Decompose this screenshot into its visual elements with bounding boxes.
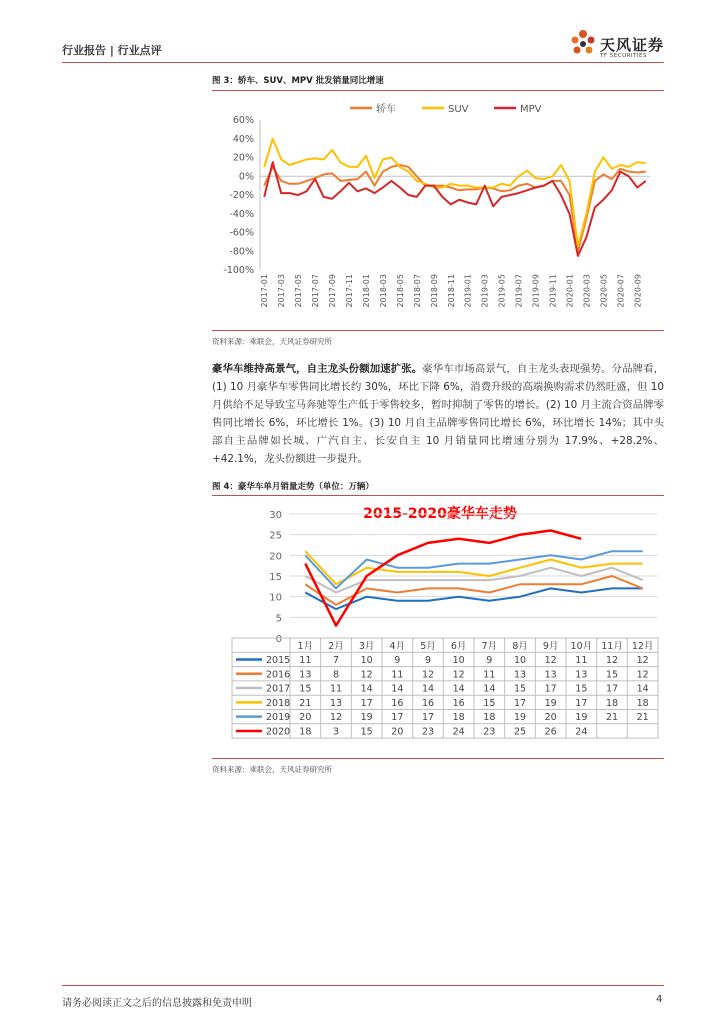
table-value: 9 [486,654,493,666]
table-value: 10 [452,654,465,666]
table-value: 9 [424,654,432,666]
y-tick-label: -40% [229,208,254,220]
table-value: 15 [513,683,527,695]
table-value: 13 [513,669,527,681]
table-value: 13 [299,669,312,681]
page-number: 4 [656,994,663,1005]
table-value: 18 [605,697,619,709]
table-value: 19 [544,697,557,709]
y-tick-label: 25 [269,530,282,542]
x-tick-label: 2019-05 [497,274,507,308]
x-tick-label: 2017-01 [260,274,270,308]
table-value: 15 [605,669,619,681]
chart-title: 2015-2020豪华车走势 [363,506,517,522]
table-value: 13 [329,697,343,709]
y-tick-label: -60% [229,227,254,239]
legend-label-1: SUV [448,104,469,115]
table-value: 12 [329,712,343,724]
table-value: 20 [391,726,404,738]
table-value: 19 [575,712,588,724]
figure3-chart [212,94,664,326]
logo-name: 天风证券 [600,36,665,54]
table-value: 16 [452,697,465,709]
x-category-label: 2月 [328,640,344,652]
table-value: 18 [483,712,496,724]
table-value: 10 [360,654,373,666]
table-value: 26 [544,726,557,738]
x-tick-label: 2020-03 [582,274,592,308]
figure4-source: 资料来源：乘联会，天风证券研究所 [212,765,332,774]
series-line-2019 [305,551,642,588]
x-category-label: 5月 [420,640,436,652]
table-value: 15 [575,683,588,695]
table-value: 25 [513,726,527,738]
table-value: 14 [636,683,649,695]
y-tick-label: 5 [275,613,282,625]
table-value: 12 [544,654,557,666]
table-value: 12 [421,669,435,681]
legend-label: 2018 [266,697,291,709]
table-value: 14 [391,683,404,695]
y-tick-label: 15 [269,572,282,583]
x-tick-label: 2018-01 [361,274,371,308]
y-tick-label: 0% [238,171,254,183]
table-value: 13 [544,669,557,681]
table-value: 17 [391,712,404,724]
y-tick-label: -20% [229,190,254,201]
table-value: 7 [332,654,340,666]
series-line-轿车 [264,165,646,251]
table-value: 11 [575,654,588,666]
x-tick-label: 2018-03 [378,274,388,308]
table-value: 11 [483,669,496,681]
x-category-label: 8月 [512,640,528,652]
legend-label: 2017 [266,683,291,695]
table-value: 11 [299,654,312,666]
legend-label-2: MPV [520,104,542,115]
x-tick-label: 2017-07 [311,274,321,308]
y-tick-label: 60% [232,115,254,126]
x-tick-label: 2020-01 [565,274,575,308]
figure3-bottom-divider [212,330,664,331]
tf-logo-icon [566,26,600,60]
footer-disclaimer: 请务必阅读正文之后的信息披露和免责申明 [62,998,252,1009]
x-category-label: 6月 [450,640,467,652]
table-value: 17 [513,697,527,709]
x-tick-label: 2018-11 [446,274,456,308]
x-category-label: 10月 [570,640,593,652]
table-value: 23 [483,726,496,738]
table-value: 12 [636,654,649,666]
figure4-title: 图 4：豪华车单月销量走势（单位：万辆） [212,482,374,492]
table-value: 19 [360,712,373,724]
table-value: 21 [299,697,312,709]
table-value: 14 [452,683,465,695]
table-value: 17 [421,712,435,724]
data-table-border [232,638,658,738]
table-value: 10 [513,654,527,666]
figure3-source: 资料来源：乘联会，天风证券研究所 [212,337,332,346]
y-tick-label: -100% [223,265,254,276]
x-tick-label: 2017-11 [345,274,355,308]
table-value: 12 [636,669,649,681]
y-tick-label: 10 [269,592,282,604]
table-value: 13 [575,669,588,681]
table-value: 17 [575,697,588,709]
table-value: 21 [636,712,649,724]
legend-label: 2016 [266,669,291,681]
table-value: 18 [452,712,465,724]
y-tick-label: 40% [232,133,254,145]
legend-label-0: 轿车 [376,104,396,115]
table-value: 17 [360,697,373,709]
table-value: 11 [391,669,404,681]
table-value: 19 [513,712,527,724]
table-value: 24 [575,726,588,738]
x-tick-label: 2020-07 [616,274,626,308]
body-paragraph [212,360,664,468]
table-value: 14 [360,683,373,695]
table-value: 3 [332,726,340,738]
table-value: 11 [329,683,343,695]
x-tick-label: 2017-09 [328,274,338,308]
x-category-label: 7月 [481,640,498,652]
table-value: 9 [394,654,401,666]
x-category-label: 4月 [389,640,406,652]
table-value: 20 [299,712,312,724]
table-value: 14 [483,683,496,695]
table-value: 17 [605,683,619,695]
legend-label: 2020 [266,726,291,738]
header-section-label: 行业报告 | 行业点评 [62,44,162,57]
figure4-bottom-divider [212,758,664,759]
figure4-top-divider [212,495,664,496]
table-value: 21 [605,712,619,724]
table-value: 15 [360,726,373,738]
table-value: 20 [544,712,557,724]
x-category-label: 11月 [601,640,623,652]
footer-divider [62,985,664,986]
table-value: 17 [544,683,557,695]
figure3-top-divider [212,90,664,91]
y-tick-label: 20% [232,152,254,164]
table-value: 16 [391,697,404,709]
logo-subtitle: TF SECURITIES [600,53,647,59]
x-tick-label: 2020-05 [599,274,609,308]
paragraph-body: 豪华车市场高景气，自主龙头表现强势。分品牌看，(1) 10 月豪华车零售同比增长约 30%，环比下降 6%，消费升级的高端换购需求仍然旺盛，但 10 月供给不足导致宝马奔驰等生产低于零售较多，暂时抑制了零售的增长。(2) 10 月主流合资品牌零售同比增长 6%，环比增长 1%。(3) 10 月自主品牌零售同比增长 6%，环比增长 14%；其中头部自主品牌如长城、广汽自主、长安自主 10 月销量同比增速分别为 17.9%、+28.2%、+42.1%，龙头份额进一步提升。 [212,363,665,465]
table-value: 12 [605,654,619,666]
legend-label: 2019 [266,712,291,724]
table-value: 23 [421,726,435,738]
x-tick-label: 2019-07 [514,274,524,308]
table-value: 15 [483,697,496,709]
x-category-label: 9月 [542,640,559,652]
table-value: 12 [360,669,373,681]
paragraph-lead: 豪华车维持高景气，自主龙头份额加速扩张。 [212,363,423,375]
x-tick-label: 2017-05 [294,274,304,308]
figure3-title: 图 3：轿车、SUV、MPV 批发销量同比增速 [212,76,384,86]
figure4-chart [212,498,664,754]
y-tick-label: 30 [269,510,282,521]
table-value: 8 [332,669,340,681]
y-tick-label: -80% [229,246,254,258]
x-tick-label: 2018-07 [412,274,422,308]
table-value: 12 [452,669,465,681]
x-tick-label: 2020-09 [633,274,643,308]
x-tick-label: 2019-01 [463,274,473,308]
y-tick-label: 20 [269,551,282,563]
x-tick-label: 2019-11 [548,274,558,308]
table-value: 18 [636,697,649,709]
legend-label: 2015 [266,654,291,666]
x-tick-label: 2019-03 [480,274,490,308]
x-category-label: 1月 [297,640,314,652]
x-tick-label: 2018-05 [395,274,405,308]
header-divider [62,62,664,63]
x-category-label: 3月 [358,640,375,652]
x-tick-label: 2017-03 [277,274,287,308]
y-tick-label: 0 [275,634,282,645]
table-value: 14 [421,683,435,695]
x-tick-label: 2018-09 [429,274,439,308]
table-value: 24 [452,726,465,738]
table-value: 15 [299,683,312,695]
x-category-label: 12月 [631,640,654,652]
table-value: 16 [421,697,435,709]
table-value: 18 [299,726,312,738]
series-line-2017 [305,568,642,593]
x-tick-label: 2019-09 [531,274,541,308]
